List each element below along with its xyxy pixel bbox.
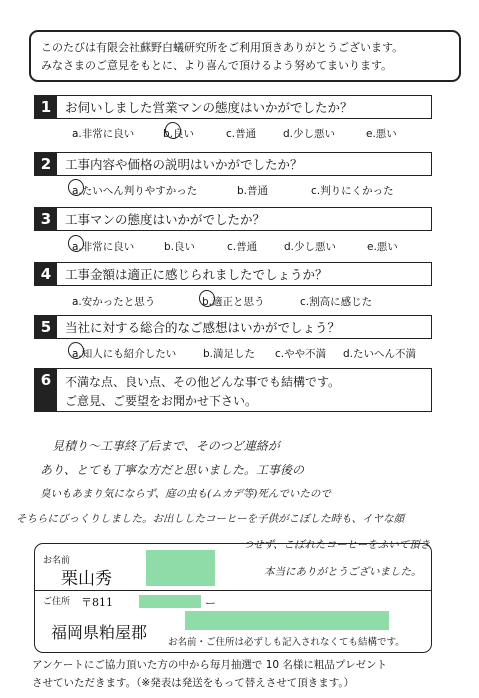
question-4	[34, 262, 432, 286]
name-field[interactable]: 栗山秀	[61, 569, 112, 589]
q3-option-c[interactable]: c.普通	[227, 241, 258, 253]
q3-option-a[interactable]: a.非常に良い	[72, 241, 135, 253]
q1-option-c[interactable]: c.普通	[226, 128, 257, 140]
footer-line-2: させていただきます。（※発表は発送をもって替えさせて頂きます。）	[32, 677, 355, 689]
question-number: 3	[35, 208, 57, 230]
question-3	[34, 207, 432, 231]
question-1	[34, 95, 432, 119]
q2-option-a[interactable]: a.たいへん判りやすかった	[72, 185, 198, 197]
q2-option-b[interactable]: b.普通	[237, 185, 269, 197]
intro-line-1: このたびは有限会社蘇野白蟻研究所をご利用頂きありがとうございます。	[41, 41, 404, 54]
question-number: 1	[35, 96, 57, 118]
zip-field[interactable]: 〒811	[81, 596, 113, 609]
name-redaction	[146, 550, 215, 586]
q2-option-c[interactable]: c.判りにくかった	[311, 185, 394, 197]
question-2	[34, 152, 432, 176]
question-6	[34, 368, 432, 412]
q6-line-2: ご意見、ご要望をお聞かせ下さい。	[65, 394, 258, 408]
name-label: お名前	[43, 556, 71, 566]
question-5	[34, 315, 432, 339]
question-number: 5	[35, 316, 57, 338]
address-label: ご住所	[43, 597, 71, 607]
q3-option-b[interactable]: b.良い	[164, 241, 196, 253]
question-text: 工事金額は適正に感じられましたでしょうか？	[65, 267, 328, 282]
q1-option-d[interactable]: d.少し悪い	[283, 128, 336, 140]
q1-option-a[interactable]: a.非常に良い	[72, 128, 135, 140]
q3-option-d[interactable]: d.少し悪い	[284, 241, 337, 253]
question-number: 4	[35, 263, 57, 285]
q4-option-a[interactable]: a.安かったと思う	[72, 296, 156, 308]
comment-line-5: 一つせず、こぼれたコーヒーをふいて頂き	[232, 539, 431, 551]
q1-option-b[interactable]: b.良い	[163, 128, 195, 140]
comment-line-6: 本当にありがとうございました。	[264, 566, 422, 578]
question-text: 当社に対する総合的なご感想はいかがでしょう？	[65, 320, 341, 335]
q3-option-e[interactable]: e.悪い	[367, 241, 398, 253]
intro-box	[29, 30, 461, 82]
q4-option-c[interactable]: c.割高に感じた	[300, 296, 373, 308]
question-text: お伺いしました営業マンの態度はいかがでしたか？	[65, 100, 353, 115]
address-redaction	[185, 611, 389, 630]
comment-line-4: そちらにびっくりしました。お出ししたコーヒーを子供がこぼした時も、イヤな顔	[16, 513, 405, 525]
zip-redaction	[139, 595, 201, 608]
privacy-note: お名前・ご住所は必ずしも記入されなくても結構です。	[168, 637, 405, 648]
intro-line-2: みなさまのご意見をもとに、より喜んで頂けるよう努めてまいります。	[41, 59, 393, 72]
q5-option-b[interactable]: b.満足した	[203, 348, 256, 360]
q5-option-d[interactable]: d.たいへん不満	[343, 348, 417, 360]
question-text: 工事内容や価格の説明はいかがでしたか？	[65, 157, 303, 172]
q6-line-1: 不満な点、良い点、その他どんな事でも結構です。	[65, 375, 341, 389]
question-number: 6	[35, 369, 57, 411]
q1-option-e[interactable]: e.悪い	[366, 128, 397, 140]
contact-form	[34, 543, 432, 653]
form-divider	[35, 590, 431, 591]
comment-line-1: 見積り〜工事終了后まで、そのつど連絡が	[52, 439, 280, 453]
q5-option-c[interactable]: c.やや不満	[275, 348, 327, 360]
comment-line-2: あり、とても丁寧な方だと思いました。工事後の	[40, 463, 305, 477]
comment-line-3: 臭いもあまり気にならず、庭の虫も(ムカデ等)死んでいたので	[40, 488, 331, 500]
question-text: 工事マンの態度はいかがでしたか？	[65, 212, 266, 227]
question-number: 2	[35, 153, 57, 175]
zip-dash: ー	[205, 597, 216, 610]
address-field[interactable]: 福岡県粕屋郡	[51, 623, 148, 642]
q5-option-a[interactable]: a.知人にも紹介したい	[72, 348, 177, 360]
footer-line-1: アンケートにご協力頂いた方の中から毎月抽選で 10 名様に粗品プレゼント	[32, 659, 387, 671]
q4-option-b[interactable]: b.適正と思う	[202, 296, 265, 308]
